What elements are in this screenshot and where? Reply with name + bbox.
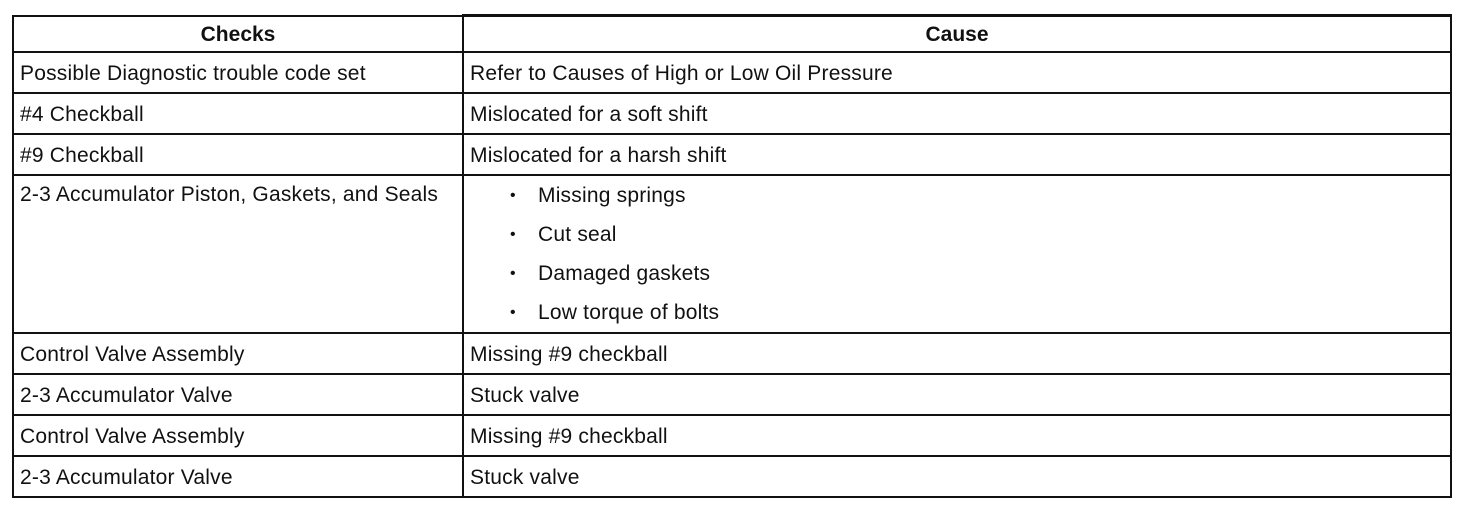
table-row — [13, 93, 1451, 134]
check-cell: #9 Checkball — [13, 134, 463, 175]
cause-cell: Stuck valve — [463, 374, 1451, 415]
checks-cause-table — [12, 14, 1452, 498]
column-header-cause: Cause — [463, 16, 1451, 53]
table-row — [13, 374, 1451, 415]
check-cell: Possible Diagnostic trouble code set — [13, 52, 463, 93]
bullet-icon: • — [510, 187, 516, 204]
table-row — [13, 52, 1451, 93]
cause-cell: Mislocated for a soft shift — [463, 93, 1451, 134]
bullet-icon: • — [510, 265, 516, 282]
check-cell: Control Valve Assembly — [13, 415, 463, 456]
cause-bullet-list — [470, 176, 1445, 332]
cause-cell: Refer to Causes of High or Low Oil Pressure — [463, 52, 1451, 93]
check-cell: 2-3 Accumulator Valve — [13, 374, 463, 415]
table-row — [13, 456, 1451, 497]
list-item — [510, 293, 1445, 332]
table-row — [13, 175, 1451, 333]
cause-cell: Missing #9 checkball — [463, 333, 1451, 374]
check-cell: Control Valve Assembly — [13, 333, 463, 374]
list-item — [510, 176, 1445, 215]
cause-cell: Stuck valve — [463, 456, 1451, 497]
cause-cell: Mislocated for a harsh shift — [463, 134, 1451, 175]
table-header-row — [13, 16, 1451, 53]
check-cell: 2-3 Accumulator Valve — [13, 456, 463, 497]
table-row — [13, 333, 1451, 374]
bullet-icon: • — [510, 226, 516, 243]
cause-list-item-text: Damaged gaskets — [538, 262, 711, 285]
cause-cell — [463, 175, 1451, 333]
check-cell: 2-3 Accumulator Piston, Gaskets, and Seals — [13, 175, 463, 333]
cause-list-item-text: Cut seal — [538, 223, 617, 246]
cause-list-item-text: Missing springs — [538, 184, 686, 207]
list-item — [510, 254, 1445, 293]
bullet-icon: • — [510, 304, 516, 321]
cause-cell: Missing #9 checkball — [463, 415, 1451, 456]
column-header-checks: Checks — [13, 16, 463, 53]
table-row — [13, 415, 1451, 456]
table-row — [13, 134, 1451, 175]
cause-list-item-text: Low torque of bolts — [538, 301, 720, 324]
check-cell: #4 Checkball — [13, 93, 463, 134]
list-item — [510, 215, 1445, 254]
